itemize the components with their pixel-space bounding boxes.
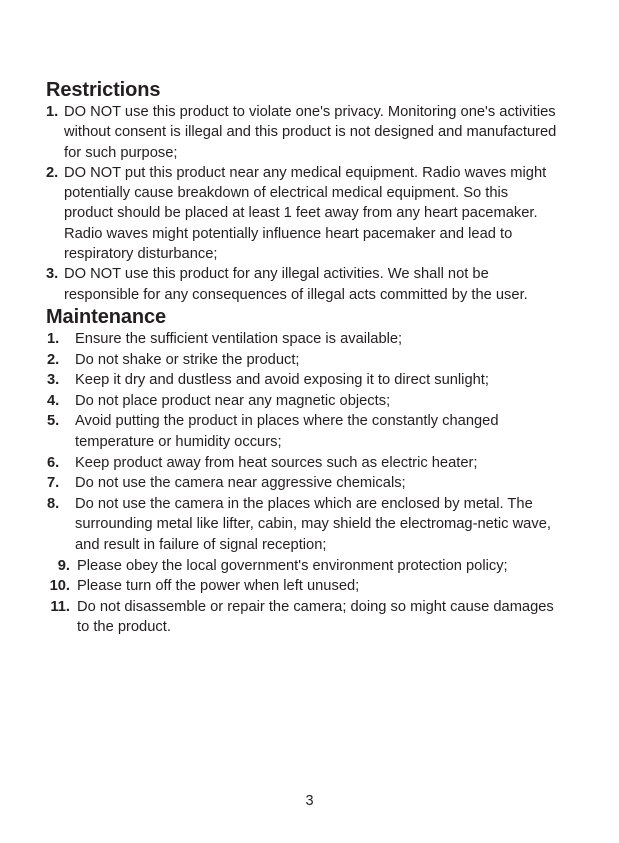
list-item-text: Do not place product near any magnetic objects; <box>75 392 391 409</box>
list-item-text: Keep product away from heat sources such as electric heater; <box>75 454 478 471</box>
list-item-number: 7. <box>47 475 60 492</box>
list-item-text: DO NOT put this product near any medical equipment. Radio waves might potentially cause breakdown of electrical medical equipment. So this product should be placed at least 1 feet away from any heart pacemaker. Radio waves might potentially influence heart pacemaker and lead to respiratory disturbance; <box>64 164 547 263</box>
list-item-number: 6. <box>47 454 60 471</box>
list-item-number: 9. <box>57 557 70 574</box>
list-item <box>46 453 560 474</box>
list-item-text: DO NOT use this product to violate one's privacy. Monitoring one's activities without consent is illegal and this product is not designed and manufactured for such purpose; <box>64 104 557 161</box>
list-item <box>46 597 560 638</box>
list-item-text: Please turn off the power when left unused; <box>77 578 360 595</box>
list-item-number: 4. <box>47 392 60 409</box>
list-item-text: Do not use the camera in the places which are enclosed by metal. The surrounding metal like lifter, cabin, may shield the electromag-netic wave, and result in failure of signal reception; <box>75 495 551 553</box>
list-item-number: 8. <box>47 495 60 512</box>
list-item <box>46 350 560 371</box>
list-item-number: 10. <box>49 578 70 595</box>
list-item-number: 5. <box>47 413 60 430</box>
list-item-number: 11. <box>50 598 70 615</box>
list-item <box>46 329 560 350</box>
list-item-text: Ensure the sufficient ventilation space is available; <box>75 330 403 347</box>
list-item <box>46 391 560 412</box>
maintenance-list-primary <box>46 329 560 556</box>
list-item-text: Avoid putting the product in places where the constantly changed temperature or humidity occurs; <box>75 413 499 450</box>
section-heading-restrictions: Restrictions <box>46 79 161 101</box>
list-item <box>46 264 560 305</box>
list-item <box>46 102 560 163</box>
list-item <box>46 163 560 264</box>
list-item <box>46 556 560 577</box>
list-item <box>46 370 560 391</box>
restrictions-list <box>46 102 560 305</box>
list-item-text: Keep it dry and dustless and avoid exposing it to direct sunlight; <box>75 372 489 389</box>
maintenance-list-secondary <box>46 556 560 638</box>
list-item-number: 1. <box>47 330 60 347</box>
page-content <box>46 78 560 638</box>
section-heading-maintenance: Maintenance <box>46 305 167 328</box>
list-item-number: 2. <box>47 351 60 368</box>
list-item-number: 3. <box>46 266 59 283</box>
list-item <box>46 411 560 452</box>
list-item-text: Do not disassemble or repair the camera; doing so might cause damages to the product. <box>77 598 554 636</box>
list-item-number: 2. <box>46 164 59 181</box>
list-item <box>46 473 560 494</box>
list-item-text: DO NOT use this product for any illegal activities. We shall not be responsible for any consequences of illegal acts committed by the user. <box>64 266 528 303</box>
list-item-number: 1. <box>46 104 59 120</box>
list-item-text: Do not use the camera near aggressive chemicals; <box>75 475 406 492</box>
list-item-text: Please obey the local government's environment protection policy; <box>77 557 508 574</box>
page-number: 3 <box>305 793 314 809</box>
list-item <box>46 494 560 556</box>
list-item-number: 3. <box>47 372 60 389</box>
list-item <box>46 576 560 597</box>
list-item-text: Do not shake or strike the product; <box>75 351 300 368</box>
